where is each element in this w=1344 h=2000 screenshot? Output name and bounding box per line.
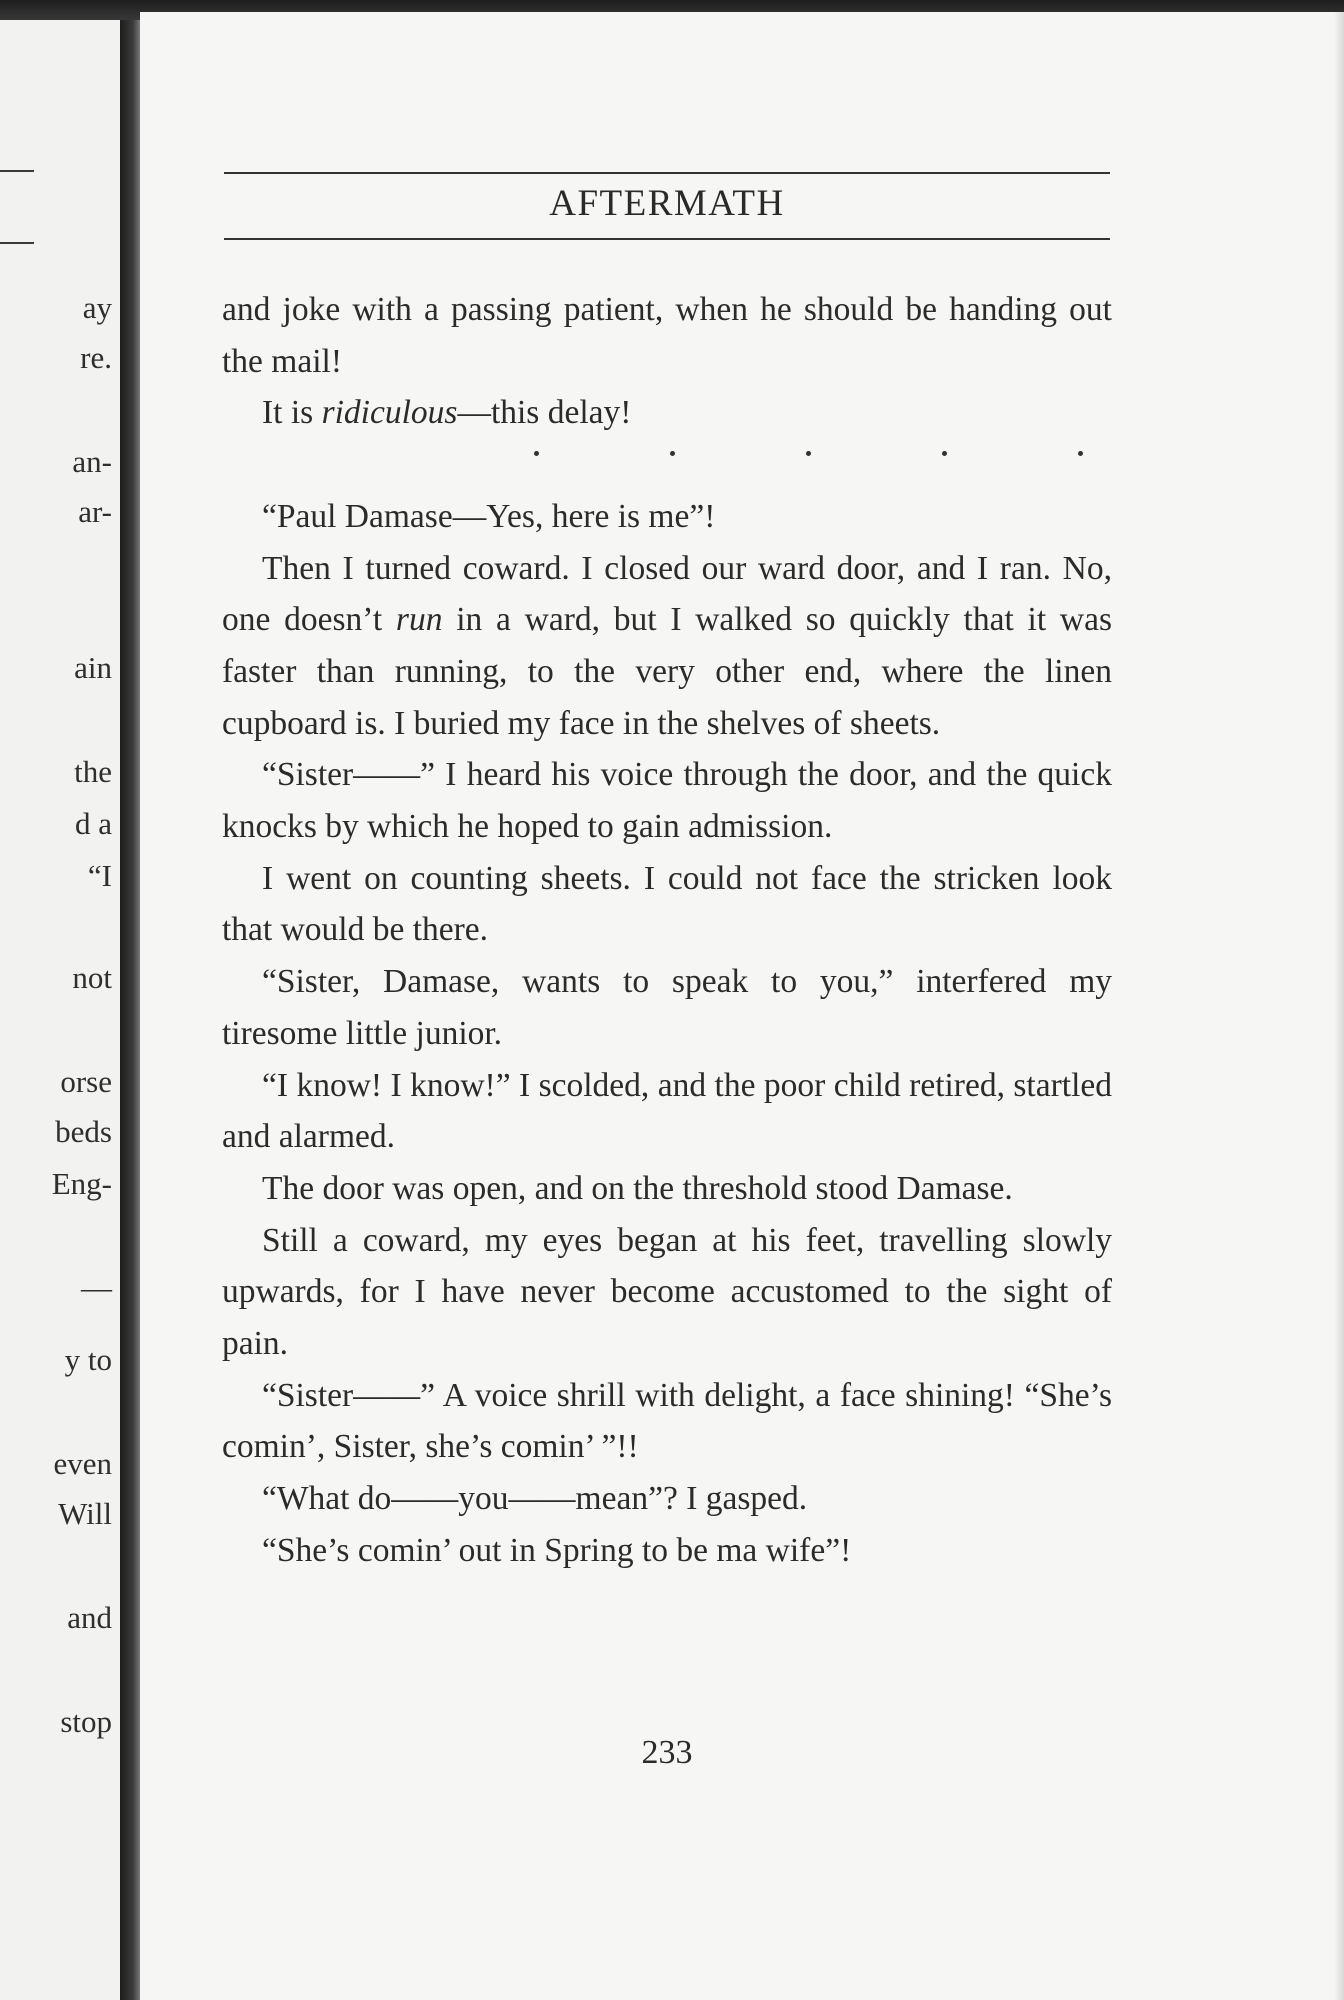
left-fragment: y to xyxy=(64,1342,112,1377)
ellipsis-dot xyxy=(942,451,947,456)
page-edge-shadow xyxy=(1334,12,1344,2000)
left-page-rule xyxy=(0,242,34,244)
left-fragment: an- xyxy=(72,444,112,479)
left-fragment: even xyxy=(53,1446,112,1481)
paragraph: I went on counting sheets. I could not face the stricken look that would be there. xyxy=(222,859,1112,949)
paragraph-text: It is xyxy=(262,394,322,432)
ellipsis-dot xyxy=(806,451,811,456)
paragraph-text: Then I turned coward. I closed our ward door, and I ran. No, one doesn’t xyxy=(222,549,1112,639)
left-fragment: beds xyxy=(55,1114,112,1149)
paragraph: “Sister——” A voice shrill with delight, a face shining! “She’s comin’, Sister, she’s comin’ ”!! xyxy=(222,1376,1112,1466)
paragraph: “Sister, Damase, wants to speak to you,” interfered my tiresome little junior. xyxy=(222,963,1112,1052)
left-page-rule xyxy=(0,170,34,172)
left-fragment: ar- xyxy=(78,494,112,529)
paragraph: “Paul Damase—Yes, here is me”! xyxy=(262,497,716,535)
paragraph: The door was open, and on the threshold stood Damase. xyxy=(262,1169,1013,1207)
body-text xyxy=(222,284,1112,1577)
left-page xyxy=(0,20,122,2000)
left-fragment: ay xyxy=(82,290,112,325)
left-fragment: ain xyxy=(74,650,112,685)
left-fragment: “I xyxy=(87,858,112,893)
left-fragment: not xyxy=(72,960,112,995)
left-fragment: and xyxy=(67,1600,112,1635)
section-break xyxy=(222,439,1112,491)
paragraph-text: in a ward, but I walked so quickly that it was faster than running, to the very other end, where the linen cupboard is. I buried my face in the shelves of sheets. xyxy=(222,601,1112,742)
paragraph: “Sister——” I heard his voice through the door, and the quick knocks by which he hoped to gain admission. xyxy=(222,756,1112,846)
page-number: 233 xyxy=(641,1734,693,1771)
paragraph-text: —this delay! xyxy=(457,394,632,432)
left-fragment: orse xyxy=(60,1064,112,1099)
left-fragment: — xyxy=(81,1270,112,1305)
italic-word: run xyxy=(395,601,443,639)
paragraph: and joke with a passing patient, when he should be handing out the mail! xyxy=(222,291,1112,380)
left-fragment: the xyxy=(74,754,112,789)
header-rule-bottom xyxy=(224,238,1110,240)
header-rule-top xyxy=(224,172,1110,174)
paragraph: “What do——you——mean”? I gasped. xyxy=(262,1480,808,1518)
italic-word: ridiculous xyxy=(321,394,458,432)
paragraph: Still a coward, my eyes began at his feet, travelling slowly upwards, for I have never become accustomed to the sight of pain. xyxy=(222,1221,1112,1363)
left-fragment: Eng- xyxy=(51,1166,112,1201)
book-gutter xyxy=(120,20,142,2000)
left-fragment: Will xyxy=(58,1496,112,1531)
left-fragment: d a xyxy=(74,806,112,841)
running-head: AFTERMATH xyxy=(549,183,785,224)
paragraph xyxy=(222,543,1112,750)
paragraph: “She’s comin’ out in Spring to be ma wife”! xyxy=(262,1531,852,1569)
left-fragment: stop xyxy=(60,1704,112,1739)
paragraph: “I know! I know!” I scolded, and the poor child retired, startled and alarmed. xyxy=(222,1066,1112,1156)
paragraph xyxy=(222,387,1112,439)
left-fragment: re. xyxy=(80,340,112,375)
ellipsis-dot xyxy=(534,451,539,456)
ellipsis-dot xyxy=(670,451,675,456)
ellipsis-dot xyxy=(1078,451,1083,456)
right-page xyxy=(140,12,1344,2000)
